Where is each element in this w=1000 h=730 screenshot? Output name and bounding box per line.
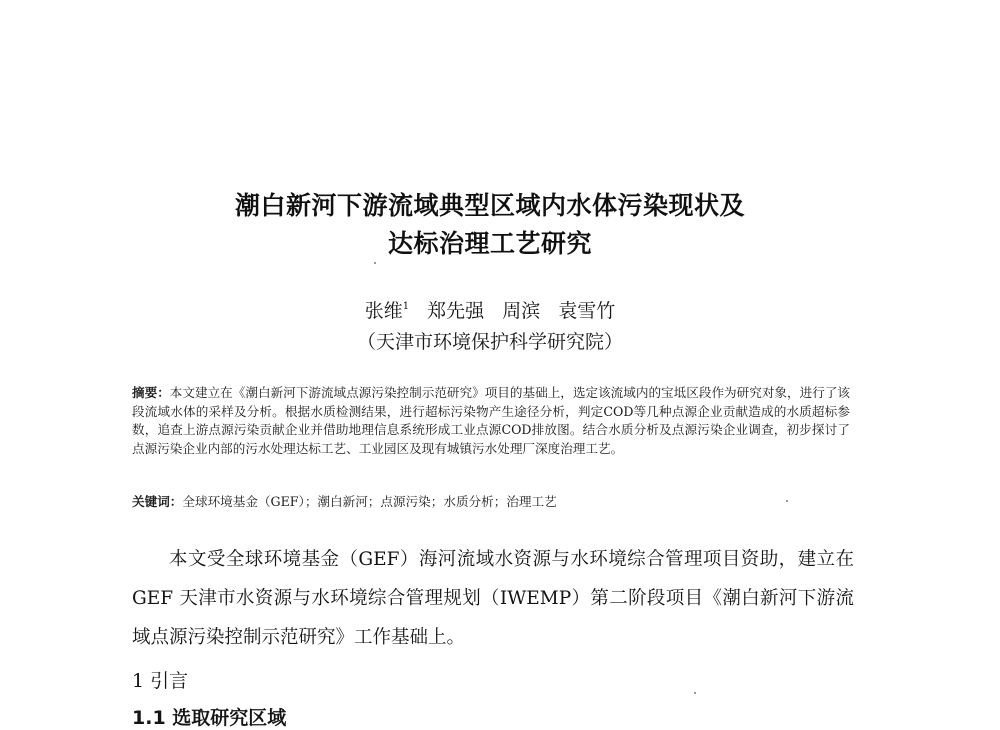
author-name: 周滨 bbox=[502, 300, 541, 322]
keywords bbox=[132, 493, 850, 511]
paper-title-line-1: 潮白新河下游流域典型区域内水体污染现状及 bbox=[234, 191, 745, 220]
scan-speck bbox=[694, 692, 696, 694]
paper-title-line-2: 达标治理工艺研究 bbox=[387, 229, 592, 258]
author-name: 张维$^1$ bbox=[364, 300, 410, 322]
scan-speck bbox=[786, 500, 788, 502]
author-list bbox=[0, 296, 980, 323]
abstract-label: 摘要： bbox=[132, 385, 170, 400]
body-paragraph: 本文受全球环境基金（GEF）海河流域水资源与水环境综合管理项目资助，建立在 GEF 天津市水资源与水环境综合管理规划（IWEMP）第二阶段项目《潮白新河下游流域点源污染控制示范研究》工作基础上。 bbox=[132, 549, 854, 648]
author-name: 郑先强 bbox=[427, 300, 485, 322]
abstract-text: 本文建立在《潮白新河下游流域点源污染控制示范研究》项目的基础上，选定该流域内的宝坻区段作为研究对象，进行了该段流域水体的采样及分析。根据水质检测结果，进行超标污染物产生途径分析，判定COD等几种点源企业贡献造成的水质超标参数，追查上游点源污染贡献企业并借助地理信息系统形成工业点源COD排放图。结合水质分析及点源污染企业调查，初步探讨了点源污染企业内部的污水处理达标工艺、工业园区及现有城镇污水处理厂深度治理工艺。 bbox=[132, 385, 851, 456]
abstract bbox=[132, 384, 850, 458]
author-affiliation: （天津市环境保护科学研究院） bbox=[356, 331, 623, 353]
keywords-label: 关键词： bbox=[132, 494, 183, 509]
author-superscript: 1 bbox=[402, 301, 410, 312]
keywords-text: 全球环境基金（GEF）；潮白新河；点源污染；水质分析；治理工艺 bbox=[182, 494, 557, 509]
scan-speck bbox=[374, 262, 376, 264]
author-name: 袁雪竹 bbox=[558, 300, 616, 322]
subsection-heading: 1.1 选取研究区域 bbox=[132, 707, 287, 729]
section-heading: 1 引言 bbox=[132, 670, 189, 692]
